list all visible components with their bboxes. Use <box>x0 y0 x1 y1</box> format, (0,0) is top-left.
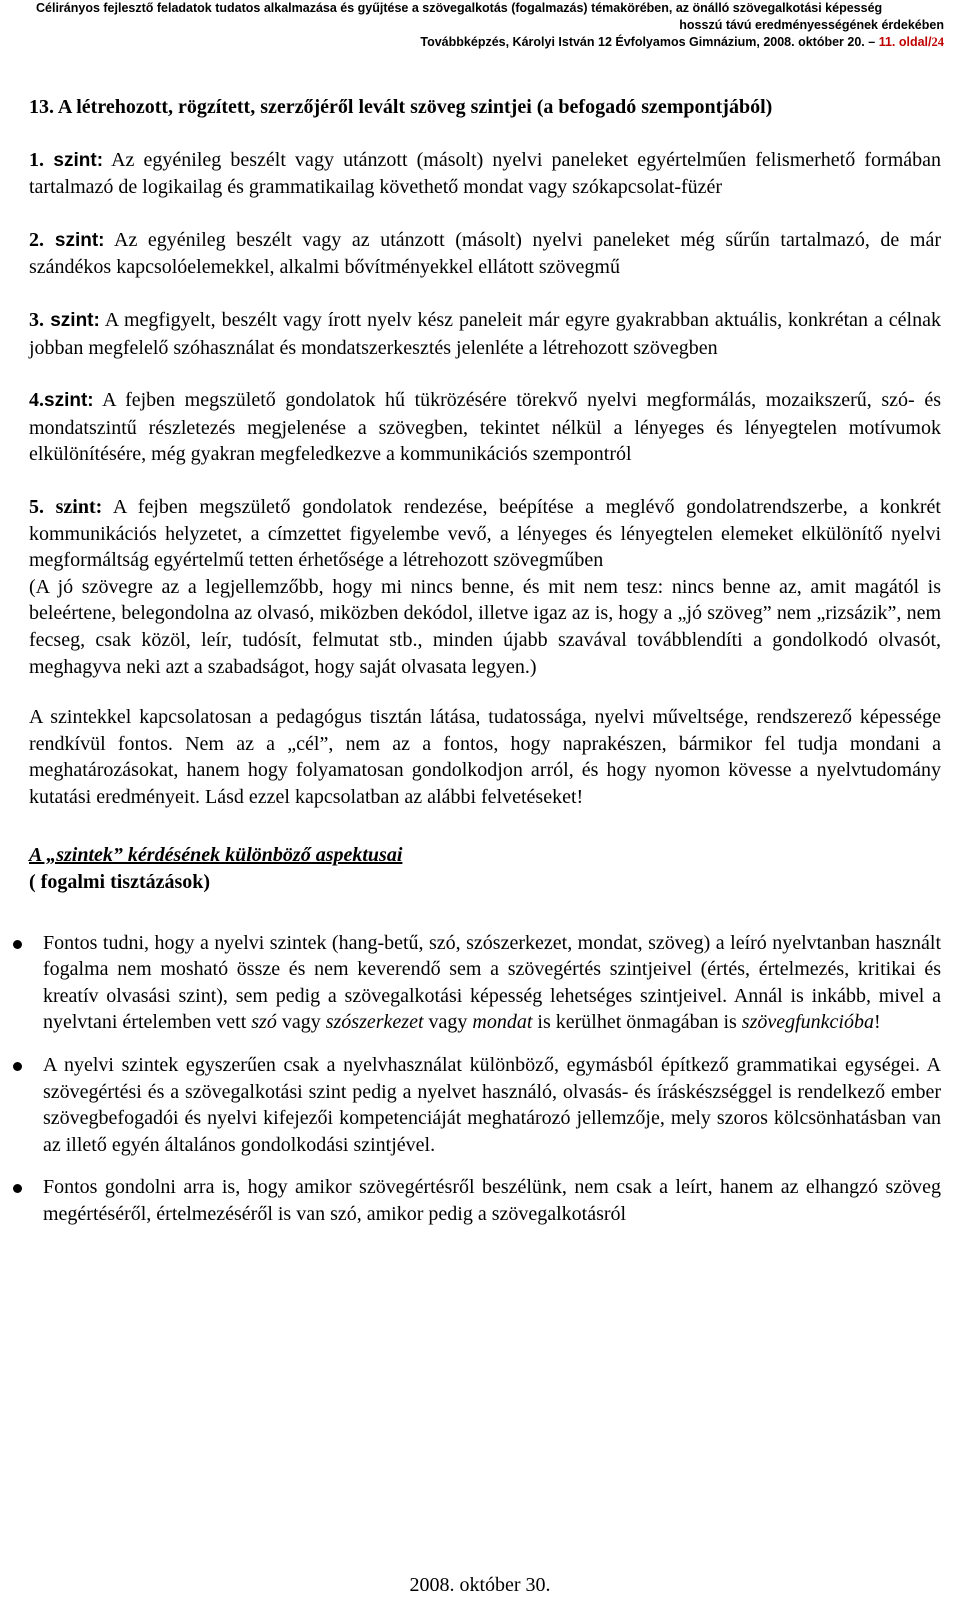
header-title-line-2: hosszú távú eredményességének érdekében <box>679 18 944 32</box>
section-heading: 13. A létrehozott, rögzített, szerzőjéről levált szöveg szintjei (a befogadó szempontjából) <box>29 96 773 118</box>
level-item-4 <box>29 387 941 468</box>
page-total: 24 <box>931 35 944 49</box>
level-item-5 <box>29 494 941 574</box>
level-number: 2. <box>29 228 44 251</box>
page-header <box>36 0 944 51</box>
term-mondat: mondat <box>472 1011 533 1034</box>
list-item-text: ! <box>873 1011 881 1034</box>
level-name: szint: <box>44 229 105 251</box>
level-text: Az egyénileg beszélt vagy az utánzott (másolt) nyelvi paneleket még sűrűn tartalmazó, de már szándékos kapcsolóelemekkel, alkalmi bővítményekkel ellátott szövegmű <box>29 228 942 279</box>
list-item-text: Fontos gondolni arra is, hogy amikor szövegértésről beszélünk, nem csak a leírt, hanem az elhangzó szöveg megértéséről, értelmezéséről is van szó, amikor pedig a szövegalkotásról <box>43 1176 941 1225</box>
page-footer-date: 2008. október 30. <box>409 1574 551 1596</box>
level-number: 5. <box>29 495 44 518</box>
list-item-text: is kerülhet önmagában is <box>532 1011 742 1034</box>
document-body <box>29 94 941 1244</box>
header-title-line: Célirányos fejlesztő feladatok tudatos alkalmazása és gyűjtése a szövegalkotás (fogalmazás) témakörében, az önálló szövegalkotási képesség <box>36 1 883 15</box>
list-item-text: vagy <box>276 1011 326 1034</box>
level-number: 1. <box>29 148 44 171</box>
page-number-label: 11. oldal/ <box>878 35 932 49</box>
level-text: A fejben megszülető gondolatok rendezése, beépítése a meglévő gondolatrendszerbe, a konkrét kommunikációs helyzetet, a címzettet figyelembe vevő, a lényeges és lényegtelen elemeket elkülönítő nyelvi megformáltság egyértelmű tetten érhetősége a létrehozott szövegműben <box>29 495 941 572</box>
good-text-note: (A jó szövegre az a legjellemzőbb, hogy mi nincs benne, és mit nem tesz: nincs benne az, amit magától is beleértene, belegondolna az olvasó, miközben dekódol, illetve igaz az is, hogy a „jó szöveg” nem „rizsázik”, nem fecseg, csak közöl, leír, tudósít, felmutat stb., minden újabb szavával továbblendíti a gondolkodó olvasót, meghagyva neki azt a szabadságot, hogy saját olvasata legyen.) <box>29 575 941 678</box>
list-item <box>29 1174 941 1227</box>
level-item-3 <box>29 307 941 361</box>
level-text: A fejben megszülető gondolatok hű tükrözésére törekvő nyelvi megformálás, mozaikszerű, szó- és mondatszintű részletezés megjelenése a szövegben, tekintet nélkül a lényeges és lényegtelen motívumok elkülönítésére, még gyakran megfeledkezve a kommunikációs szempontról <box>29 389 941 466</box>
level-item-2 <box>29 227 941 281</box>
aspects-heading <box>29 842 941 869</box>
term-szo: szó <box>251 1011 277 1034</box>
term-szoszerkezet: szószerkezet <box>325 1011 424 1034</box>
level-name: szint: <box>44 495 103 518</box>
list-item-text: vagy <box>423 1011 473 1034</box>
level-name: szint: <box>44 390 94 412</box>
level-item-1 <box>29 147 941 201</box>
list-item <box>29 1052 941 1158</box>
level-text: A megfigyelt, beszélt vagy írott nyelv kész paneleit már egyre gyakrabban aktuális, konkrétan a célnak jobban megfelelő szóhasználat és mondatszerkesztés jelenléte a létrehozott szövegben <box>29 308 941 359</box>
level-name: szint: <box>44 309 100 331</box>
bullet-icon <box>13 940 22 949</box>
list-item-text: Fontos tudni, hogy a nyelvi szintek (hang-betű, szó, szószerkezet, mondat, szöveg) a leíró nyelvtanban használt fogalma nem mosható össze és nem keverendő sem a szövegértés szintjeivel (értés, értelmezés, kritikai és kreatív olvasási szint), sem pedig a szövegalkotási képesség lehetséges szintjeivel. Annál is inkább, mivel a nyelvtani értelemben vett <box>43 931 941 1034</box>
list-item <box>29 930 941 1036</box>
summary-paragraph: A szintekkel kapcsolatosan a pedagógus tisztán látása, tudatossága, nyelvi műveltsége, rendszerező képessége rendkívül fontos. Nem az a „cél”, nem az a fontos, hogy naprakészen, bármikor fel tudja mondani a meghatározásokat, hanem hogy folyamatosan gondolkodjon arról, és hogy nyomon kövesse a nyelvtudomány kutatási eredményeit. Lásd ezzel kapcsolatban az alábbi felvetéseket! <box>29 706 941 808</box>
bullet-icon <box>13 1062 22 1071</box>
header-event-text: Továbbképzés, Károlyi István 12 Évfolyamos Gimnázium, 2008. október 20. – <box>420 35 876 49</box>
level-number: 3. <box>29 308 44 331</box>
term-szovegfunkcio: szövegfunkcióba <box>741 1011 874 1034</box>
level-text: Az egyénileg beszélt vagy utánzott (másolt) nyelvi paneleket egyértelműen felismerhető formában tartalmazó de logikailag és grammatikailag követhető mondat vagy szókapcsolat-füzér <box>29 148 942 199</box>
bullet-icon <box>13 1184 22 1193</box>
aspects-list <box>29 930 941 1228</box>
level-name: szint: <box>44 149 104 171</box>
list-item-text: A nyelvi szintek egyszerűen csak a nyelvhasználat különböző, egymásból építkező grammatikai egységei. A szövegértési és a szövegalkotási szint pedig a nyelvet használó, olvasás- és íráskészséggel is rendelkező ember szövegbefogadói és nyelvi kifejezői kompetenciáját meghatározó jellemzője, mely szoros kölcsönhatásban van az illető egyén általános gondolkodási szintjével. <box>43 1054 941 1156</box>
aspects-title: A „szintek” kérdésének különböző aspektusai <box>29 844 403 867</box>
level-number: 4. <box>29 389 44 412</box>
aspects-subtitle: ( fogalmi tisztázások) <box>29 871 211 894</box>
header-event-line <box>36 34 944 51</box>
